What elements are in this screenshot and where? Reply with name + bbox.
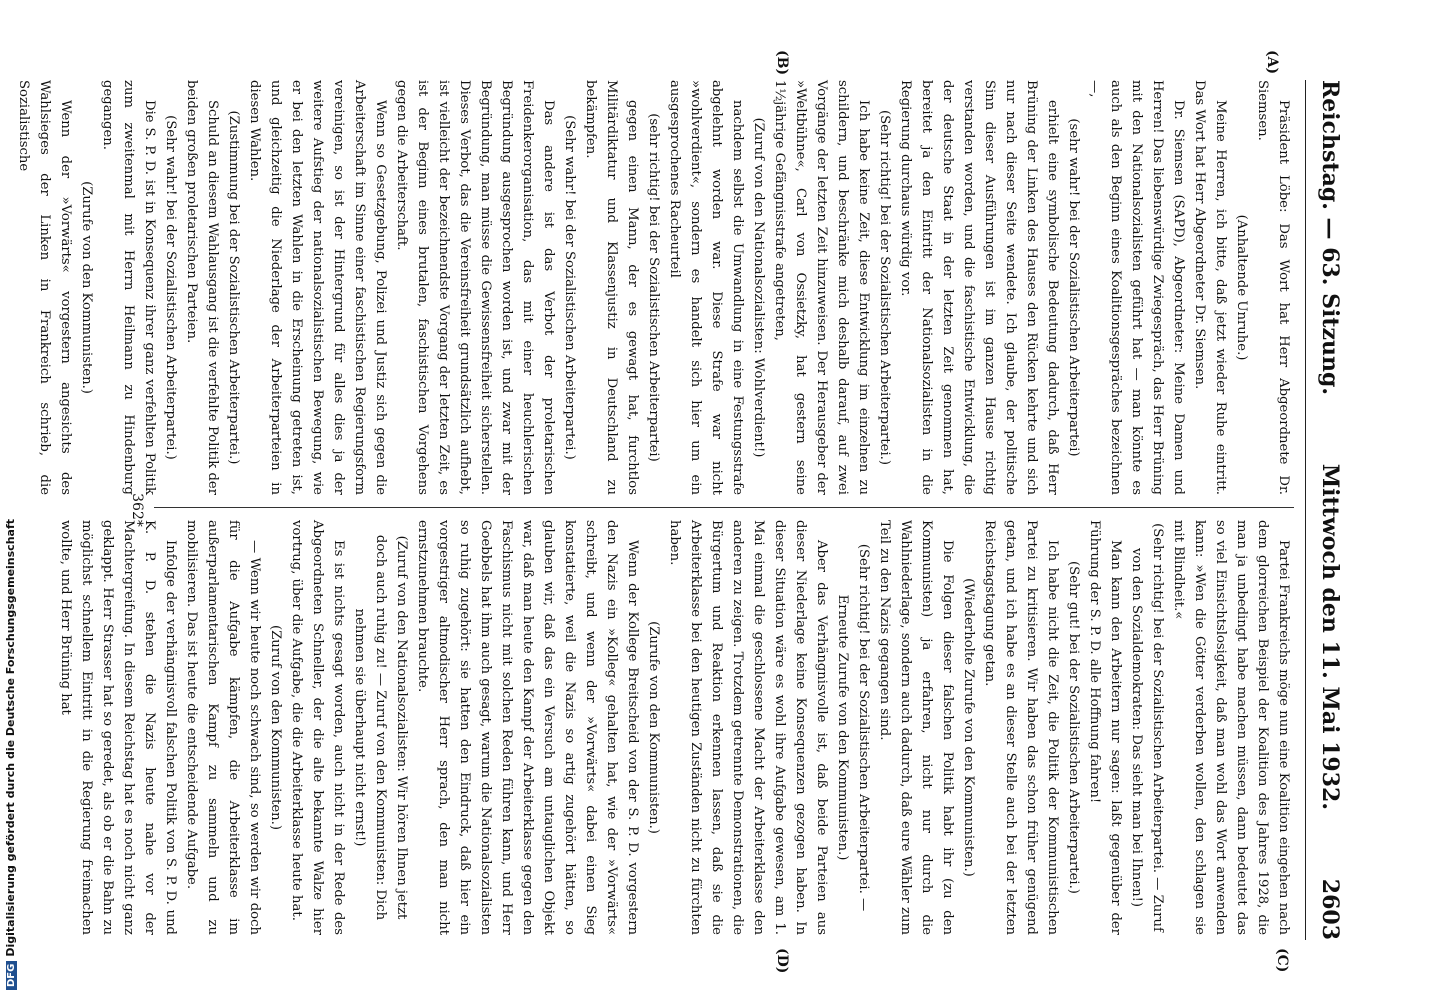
dfg-logo: DFG — [6, 961, 17, 990]
paragraph: (Zuruf von den Kommunisten.) — [268, 624, 283, 831]
paragraph: Meine Herren, ich bitte, daß jetzt wieder Ruhe eintritt. Das Wort hat Herr Abgeordneter Dr. Siemsen. — [1192, 80, 1228, 495]
funding-note — [4, 519, 17, 990]
paragraph: Wenn so Gesetzgebung, Polizei und Justiz sich gegen die Arbeiterschaft im Sinne einer faschistischen Regierungsform vereinigen, so ist der Hintergrund für alles dies ja der weitere Aufstieg der nationalsozialistischen Bewegung, wie er bei den letzten Wahlen in die Erscheinung getreten ist, und gleichzeitig die Niederlage der Arbeiterparteien in diesen Wahlen. — [247, 80, 388, 495]
paragraph: Aber das Verhängnisvolle ist, daß beide Parteien aus dieser Niederlage keine Konsequenzen gezogen haben. In dieser Situation wäre es wohl ihre Aufgabe gewesen, am 1. Mai einmal die geschlossene Macht der Arbeiterklasse den anderen zu zeigen. Trotzdem getrennte Demonstrationen, die Bürgertum und Reaktion erkennen lassen, daß sie die Arbeiterklasse bei den heutigen Zuständen nicht zu fürchten haben. — [667, 520, 829, 935]
paragraph: (Zustimmung bei der Sozialistischen Arbeiterpartei.) — [226, 110, 241, 465]
margin-marker-d: (D) — [774, 948, 790, 974]
paragraph: — Wenn wir heute noch schwach sind, so werden wir doch für die Aufgabe kämpfen, die Arbeiterklasse im außerparlamentarischen Kampf zu sammeln und zu mobilisieren. Das ist heute die entscheidende Aufgabe. — [184, 520, 262, 935]
paragraph: (Zuruf von den Nationalsozialisten: Wir hören Ihnen jetzt doch auch ruhig zu! — Zuruf von den Kommunisten: Dich nehmen sie überhaupt nicht ernst!) — [352, 534, 409, 921]
paragraph: Partei Frankreichs möge nun eine Koalition eingehen nach dem glorreichen Beispiel der Koalition des Jahres 1928, die man ja unbedingt habe machen müssen, dann bedeutet das so viel Einsichtslosigkeit, daß man wohl das Wort anwenden kann: »Wen die Götter verderben wollen, den schlagen sie mit Blindheit.« — [1171, 520, 1291, 935]
column-divider — [154, 507, 1294, 508]
paragraph: (Wiederholte Zurufe von den Kommunisten.) — [961, 578, 976, 877]
paragraph: (Sehr richtig! bei der Sozialistischen Arbeiterpartei.) — [877, 109, 892, 466]
margin-marker-c: (C) — [1274, 948, 1290, 973]
paragraph: (Zuruf von den Nationalsozialisten: Wohlverdient!) — [751, 117, 766, 458]
page-footer: 362* — [129, 493, 145, 527]
paragraph: erhielt eine symbolische Bedeutung dadurch, daß Herr Brüning der Linken des Hauses den Rücken kehrte und sich nur nach dieser Seite wendete. Ich glaube, der politische Sinn dieser Ausführungen ist im ganzen Hause richtig verstanden worden, und die faschistische Entwicklung, die der deutsche Staat in der letzten Zeit genommen hat, bereitet ja den Eintritt der Nationalsozialisten in die Regierung durchaus würdig vor. — [898, 80, 1060, 495]
paragraph: Ich habe nicht die Zeit, die Politik der Kommunistischen Partei zu kritisieren. Wir haben das schon früher genügend getan, und ich habe es an dieser Stelle auch bei der letzten Reichstagstagung getan. — [982, 520, 1060, 935]
paragraph: (sehr wahr! bei der Sozialistischen Arbeiterpartei) — [1066, 118, 1081, 457]
paragraph: (Sehr gut! bei der Sozialistischen Arbeiterpartei.) — [1066, 561, 1081, 894]
paragraph: (Sehr richtig! bei der Sozialistischen Arbeiterpartei. — Erneute Zurufe von den Kommunisten.) — [835, 543, 871, 912]
paragraph: (Zurufe von den Kommunisten.) — [646, 621, 661, 834]
paragraph: Wenn der Kollege Breitscheid von der S. P. D. vorgestern den Nazis ein »Kolleg« gehalten hat, wie der »Vorwärts« schreibt, und wenn der »Vorwärts« dabei einen Sieg konstatierte, weil die Nazis so artig zugehört hätten, so glauben wir, daß das ein Versuch am untauglichen Objekt war, daß man heute den Kampf der Arbeiterklasse gegen den Faschismus nicht mit solchen Reden führen kann, und Herr Goebbels hat ihm auch gesagt, warum die Nationalsozialisten so ruhig zugehört: sie hatten den Eindruck, daß hier ein vorgestriger altmodischer Herr sprach, den man nicht ernstzunehmen brauchte. — [415, 520, 640, 935]
paragraph: Es ist nichts gesagt worden, auch nicht in der Rede des Abgeordneten Schneller, der die alte bekannte Walze hier vortrug, über die Aufgabe, die die Arbeiterklasse heute hat. — [289, 520, 346, 935]
paragraph: (Zurufe von den Kommunisten.) — [79, 181, 94, 394]
paragraph: Man kann den Arbeitern nur sagen: laßt gegenüber der Führung der S. P. D. alle Hoffnung fahren! — [1087, 520, 1123, 935]
paragraph: Präsident Löbe: Das Wort hat Herr Abgeordnete Dr. Siemsen. — [1255, 80, 1291, 495]
paragraph: (Anhaltende Unruhe.) — [1234, 214, 1249, 361]
header-rule — [1305, 80, 1306, 940]
paragraph: Die S. P. D. ist in Konsequenz ihrer ganz verfehlten Politik zum zweitenmal mit Herrn Heilmann zu Hindenburg gegangen. — [100, 80, 157, 495]
page-header — [1310, 80, 1350, 940]
paragraph: Das andere ist das Verbot der proletarischen Freidenkerorganisation, das mit einer heuchlerischen Begründung ausgesprochen worden ist, und zwar mit der Begründung, man müsse die Gewissensfreiheit sicherstellen. Dieses Verbot, das die Vereinsfreiheit grundsätzlich aufhebt, ist vielleicht der bezeichnendste Vorgang der letzten Zeit, es ist der Beginn eines brutalen, faschistischen Vorgehens gegen die Arbeiterschaft. — [394, 80, 556, 495]
paragraph: Infolge der verhängnisvoll falschen Politik von S. P. D. und K. P. D. stehen die Nazis heute nahe vor der Machtergreifung. In diesem Reichstag hat es noch nicht ganz geklappt. Herr Strasser hat so geredet, als ob er die Bahn zu möglichst schnellem Eintritt in die Regierung freimachen wollte, und Herr Brüning hat — [58, 520, 178, 935]
paragraph: (Sehr richtig! bei der Sozialistischen Arbeiterpartei. — Zuruf von den Sozialdemokraten: Das sieht man bei Ihnen!) — [1129, 523, 1165, 932]
paragraph: Die Folgen dieser falschen Politik habt ihr (zu den Kommunisten) ja erfahren, nicht nur durch die Wahlniederlage, sondern auch dadurch, daß eure Wähler zum Teil zu den Nazis gegangen sind. — [877, 520, 955, 935]
right-column — [58, 520, 1294, 935]
paragraph: Ich habe keine Zeit, diese Entwicklung im einzelnen zu schildern, und beschränke mich deshalb darauf, auf zwei Vorgänge der letzten Zeit hinzuweisen. Der Herausgeber der »Weltbühne«, Carl von Ossietzky, hat gestern seine 1½jährige Gefängnisstrafe angetreten, — [772, 80, 871, 495]
funding-text: Digitalisierung gefördert durch die Deutsche Forschungsgemeinschaft — [4, 518, 17, 957]
page-number: 2603 — [1317, 878, 1343, 940]
paragraph: Dr. Siemsen (SAPD), Abgeordneter: Meine Damen und Herren! Das liebenswürdige Zwiegespräch, das Herr Brüning mit den Nationalsozialisten geführt hat — man könnte es auch als den Beginn eines Koalitionsgespräches bezeichnen —, — [1087, 80, 1186, 495]
left-column — [16, 80, 1294, 495]
paragraph: Schuld an diesem Wahlausgang ist die verfehlte Politik der beiden großen proletarischen Parteien. — [184, 80, 220, 495]
paragraph: (Sehr wahr! bei der Sozialistischen Arbeiterpartei.) — [163, 115, 178, 460]
header-left: Reichstag. — 63. Sitzung. — [1317, 80, 1343, 396]
paragraph: (Sehr wahr! bei der Sozialistischen Arbeiterpartei.) — [562, 115, 577, 460]
margin-marker-b: (B) — [774, 50, 790, 76]
paragraph: gegen einen Mann, der es gewagt hat, furchtlos Militärdiktatur und Klassenjustiz in Deutschland zu bekämpfen. — [583, 80, 640, 495]
margin-marker-a: (A) — [1264, 50, 1280, 75]
header-date: Mittwoch den 11. Mai 1932. — [1317, 463, 1343, 810]
paragraph: Wenn der »Vorwärts« vorgestern angesichts des Wahlsieges der Linken in Frankreich schrieb, die Sozialistische — [16, 80, 73, 495]
rotated-page-content — [16, 50, 1350, 974]
paragraph: nachdem selbst die Umwandlung in eine Festungsstrafe abgelehnt worden war. Diese Strafe war nicht »wohlverdient«, sondern es handelt sich hier um ein ausgesprochenes Racheurteil — [667, 80, 745, 495]
paragraph: (sehr richtig! bei der Sozialistischen Arbeiterpartei) — [646, 113, 661, 462]
